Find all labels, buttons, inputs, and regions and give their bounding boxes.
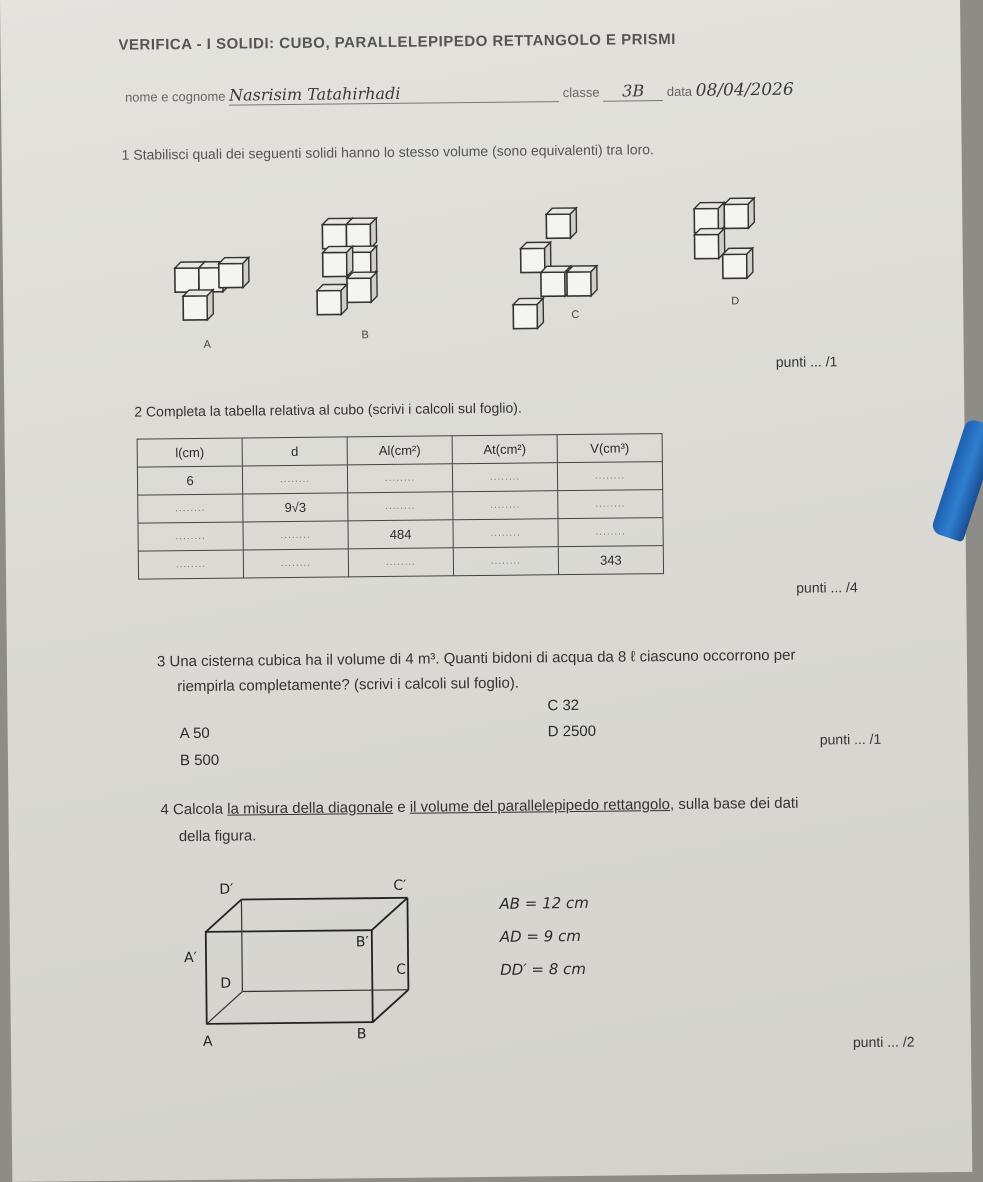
table-cell: ........ <box>138 522 243 551</box>
table-cell: ........ <box>242 465 347 494</box>
option-a: A 50 <box>179 724 210 743</box>
table-cell: ........ <box>348 492 453 521</box>
cube-table <box>137 433 664 580</box>
solid-label-b: B <box>361 329 369 342</box>
parallelepiped-figure <box>179 875 441 1058</box>
vertex-c-prime: C′ <box>393 877 407 894</box>
header-side: l(cm) <box>137 438 242 467</box>
q4-text-line2: della figura. <box>178 827 257 846</box>
solid-a <box>175 257 250 320</box>
vertex-c: C <box>396 961 407 978</box>
q3-text-line1: 3 Una cisterna cubica ha il volume di 4 m³. Quanti bidoni di acqua da 8 ℓ ciascuno occorrono per <box>156 646 796 671</box>
q4-underline-volume: il volume del parallelepipedo rettangolo <box>409 796 671 816</box>
q1-text: 1 Stabilisci quali dei seguenti solidi hanno lo stesso volume (sono equivalenti) tra loro. <box>121 141 654 163</box>
worksheet-title: VERIFICA - I SOLIDI: CUBO, PARALLELEPIPEDO RETTANGOLO E PRISMI <box>118 30 676 54</box>
data-dd-prime: DD′ = 8 cm <box>500 959 587 979</box>
student-info-line <box>125 80 794 107</box>
table-cell: ........ <box>453 547 558 576</box>
vertex-a: A <box>202 1033 213 1050</box>
q4-text-mid: e <box>393 798 410 816</box>
class-value: 3B <box>603 81 663 102</box>
q3-points: punti ... /1 <box>819 730 882 748</box>
vertex-b-prime: B′ <box>355 934 369 951</box>
q2-points: punti ... /4 <box>796 579 858 596</box>
vertex-b: B <box>356 1026 367 1043</box>
table-cell: 9√3 <box>243 493 348 522</box>
date-label: data <box>666 83 693 100</box>
vertex-d: D <box>220 975 232 992</box>
header-volume: V(cm³) <box>557 434 662 463</box>
vertex-d-prime: D′ <box>219 881 234 898</box>
solid-c <box>512 208 597 329</box>
solid-label-d: D <box>731 295 740 308</box>
class-label: classe <box>562 84 600 101</box>
table-cell: 6 <box>137 466 242 495</box>
table-cell: ........ <box>138 494 243 523</box>
name-label: nome e cognome <box>124 88 226 105</box>
q3-text-line2: riempirla completamente? (scrivi i calcoli sul foglio). <box>177 674 520 696</box>
header-lateral-area: Al(cm²) <box>347 436 452 465</box>
table-cell: ........ <box>452 463 557 492</box>
header-total-area: At(cm²) <box>452 435 557 464</box>
vertex-a-prime: A′ <box>183 949 197 967</box>
solid-b <box>316 218 377 315</box>
option-b: B 500 <box>179 751 220 770</box>
q4-text-prefix: 4 Calcola <box>160 800 228 819</box>
q4-underline-diagonal: la misura della diagonale <box>227 798 394 818</box>
data-ab: AB = 12 cm <box>499 893 589 913</box>
q2-text: 2 Completa la tabella relativa al cubo (scrivi i calcoli sul foglio). <box>134 399 522 420</box>
table-cell: ........ <box>453 519 558 548</box>
table-cell: ........ <box>557 462 662 491</box>
solid-d <box>694 198 755 279</box>
table-row <box>138 546 663 579</box>
table-cell: ........ <box>348 548 453 577</box>
solid-label-a: A <box>203 338 212 351</box>
q1-points: punti ... /1 <box>775 353 838 370</box>
header-diagonal: d <box>242 437 347 466</box>
name-value: Nasrisim Tatahirhadi <box>229 82 559 105</box>
table-cell: ........ <box>243 521 348 550</box>
table-cell: ........ <box>558 518 663 547</box>
q4-text-suffix: , sulla base dei dati <box>669 794 799 814</box>
table-cell: ........ <box>138 550 243 579</box>
q4-points: punti ... /2 <box>852 1033 915 1051</box>
option-c: C 32 <box>547 696 580 715</box>
table-cell: 484 <box>348 520 453 549</box>
table-cell: 343 <box>558 546 663 575</box>
data-ad: AD = 9 cm <box>499 926 582 946</box>
table-cell: ........ <box>453 491 558 520</box>
table-cell: ........ <box>243 549 348 578</box>
date-value: 08/04/2026 <box>695 79 794 101</box>
table-cell: ........ <box>558 490 663 519</box>
solid-label-c: C <box>571 308 580 322</box>
table-cell: ........ <box>347 464 452 493</box>
q4-text-line1 <box>160 795 798 819</box>
solids-figure <box>162 192 784 358</box>
option-d: D 2500 <box>547 722 597 741</box>
